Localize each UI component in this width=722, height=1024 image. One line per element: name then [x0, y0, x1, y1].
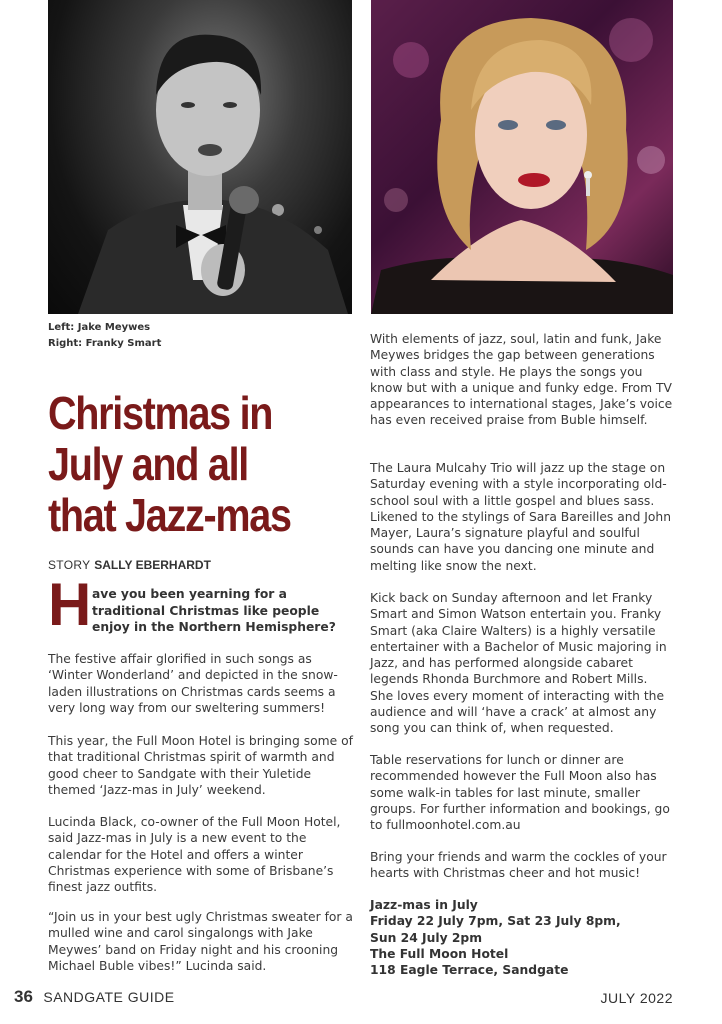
drop-cap: H: [48, 571, 92, 638]
photo-franky-smart: [371, 0, 673, 314]
headline: [48, 388, 306, 541]
byline: [48, 558, 211, 572]
body-paragraph: With elements of jazz, soul, latin and funk, Jake Meywes bridges the gap between generations with class and style. He plays the songs you know but with a unique and funky edge. From TV appearances to international stages, Jake’s voice has even received praise from Buble himself.: [370, 332, 673, 428]
headline-line: Christmas in: [48, 387, 273, 439]
body-paragraph: The festive affair glorified in such songs as ‘Winter Wonderland’ and depicted in the snow-laden illustrations on Christmas cards seems a very long way from our sweltering summers!: [48, 652, 338, 715]
body-paragraph: This year, the Full Moon Hotel is bringing some of that traditional Christmas spirit of warmth and good cheer to Sandgate with their Yuletide themed ‘Jazz-mas in July’ weekend.: [48, 734, 353, 797]
body-paragraph: Bring your friends and warm the cockles of your hearts with Christmas cheer and hot music!: [370, 850, 667, 881]
photo-caption-left: Left: Jake Meywes: [48, 322, 151, 333]
photo-jake-meywes: [48, 0, 352, 314]
event-address: 118 Eagle Terrace, Sandgate: [370, 963, 569, 978]
singer-illustration: [48, 0, 352, 314]
issue-date: JULY 2022: [600, 990, 673, 1006]
body-paragraph: Kick back on Sunday afternoon and let Franky Smart and Simon Watson entertain you. Franky Smart (aka Claire Walters) is a highly versatile entertainer with a Bachelor of Music majoring in Jazz, and has performed alongside cabaret legends Rhonda Burchmore and Robert Mills. She loves every moment of interacting with the audience and will ‘have a crack’ at almost any song you can think of, when requested.: [370, 591, 667, 736]
body-paragraph: Lucinda Black, co-owner of the Full Moon Hotel, said Jazz-mas in July is a new event to the calendar for the Hotel and offers a winter Christmas experience with some of Brisbane’s finest jazz outfits.: [48, 815, 341, 895]
intro-paragraph: ave you been yearning for a traditional Christmas like people enjoy in the Northern Hemisphere?: [92, 587, 336, 634]
body-paragraph: The Laura Mulcahy Trio will jazz up the stage on Saturday evening with a style incorporating old-school soul with a little gospel and blues sass. Likened to the stylings of Sara Bareilles and John Mayer, Laura’s signature playful and soulful sounds can have you dancing one minute and melting like snow the next.: [370, 461, 672, 573]
publication-name: SANDGATE GUIDE: [43, 989, 175, 1005]
event-dates: Sun 24 July 2pm: [370, 930, 483, 945]
byline-prefix: STORY: [48, 558, 91, 572]
event-dates: Friday 22 July 7pm, Sat 23 July 8pm,: [370, 914, 621, 929]
singer-portrait-illustration: [371, 0, 673, 314]
body-paragraph: “Join us in your best ugly Christmas sweater for a mulled wine and carol singalongs with Jake Meywes’ band on Friday night and his crooning Michael Buble vibes!” Lucinda said.: [48, 910, 353, 973]
body-paragraph: Table reservations for lunch or dinner are recommended however the Full Moon also has some walk-in tables for last minute, smaller groups. For further information and bookings, go to fullmoonhotel.com.au: [370, 753, 670, 833]
page-number: 36: [14, 987, 33, 1006]
headline-line: July and all: [48, 438, 248, 490]
event-details: [370, 897, 674, 978]
event-venue: The Full Moon Hotel: [370, 946, 509, 961]
headline-line: that Jazz-mas: [48, 489, 291, 541]
page-footer: [14, 987, 175, 1007]
photo-caption-right: Right: Franky Smart: [48, 338, 162, 349]
byline-author: SALLY EBERHARDT: [94, 558, 211, 572]
event-title: Jazz-mas in July: [370, 898, 478, 912]
